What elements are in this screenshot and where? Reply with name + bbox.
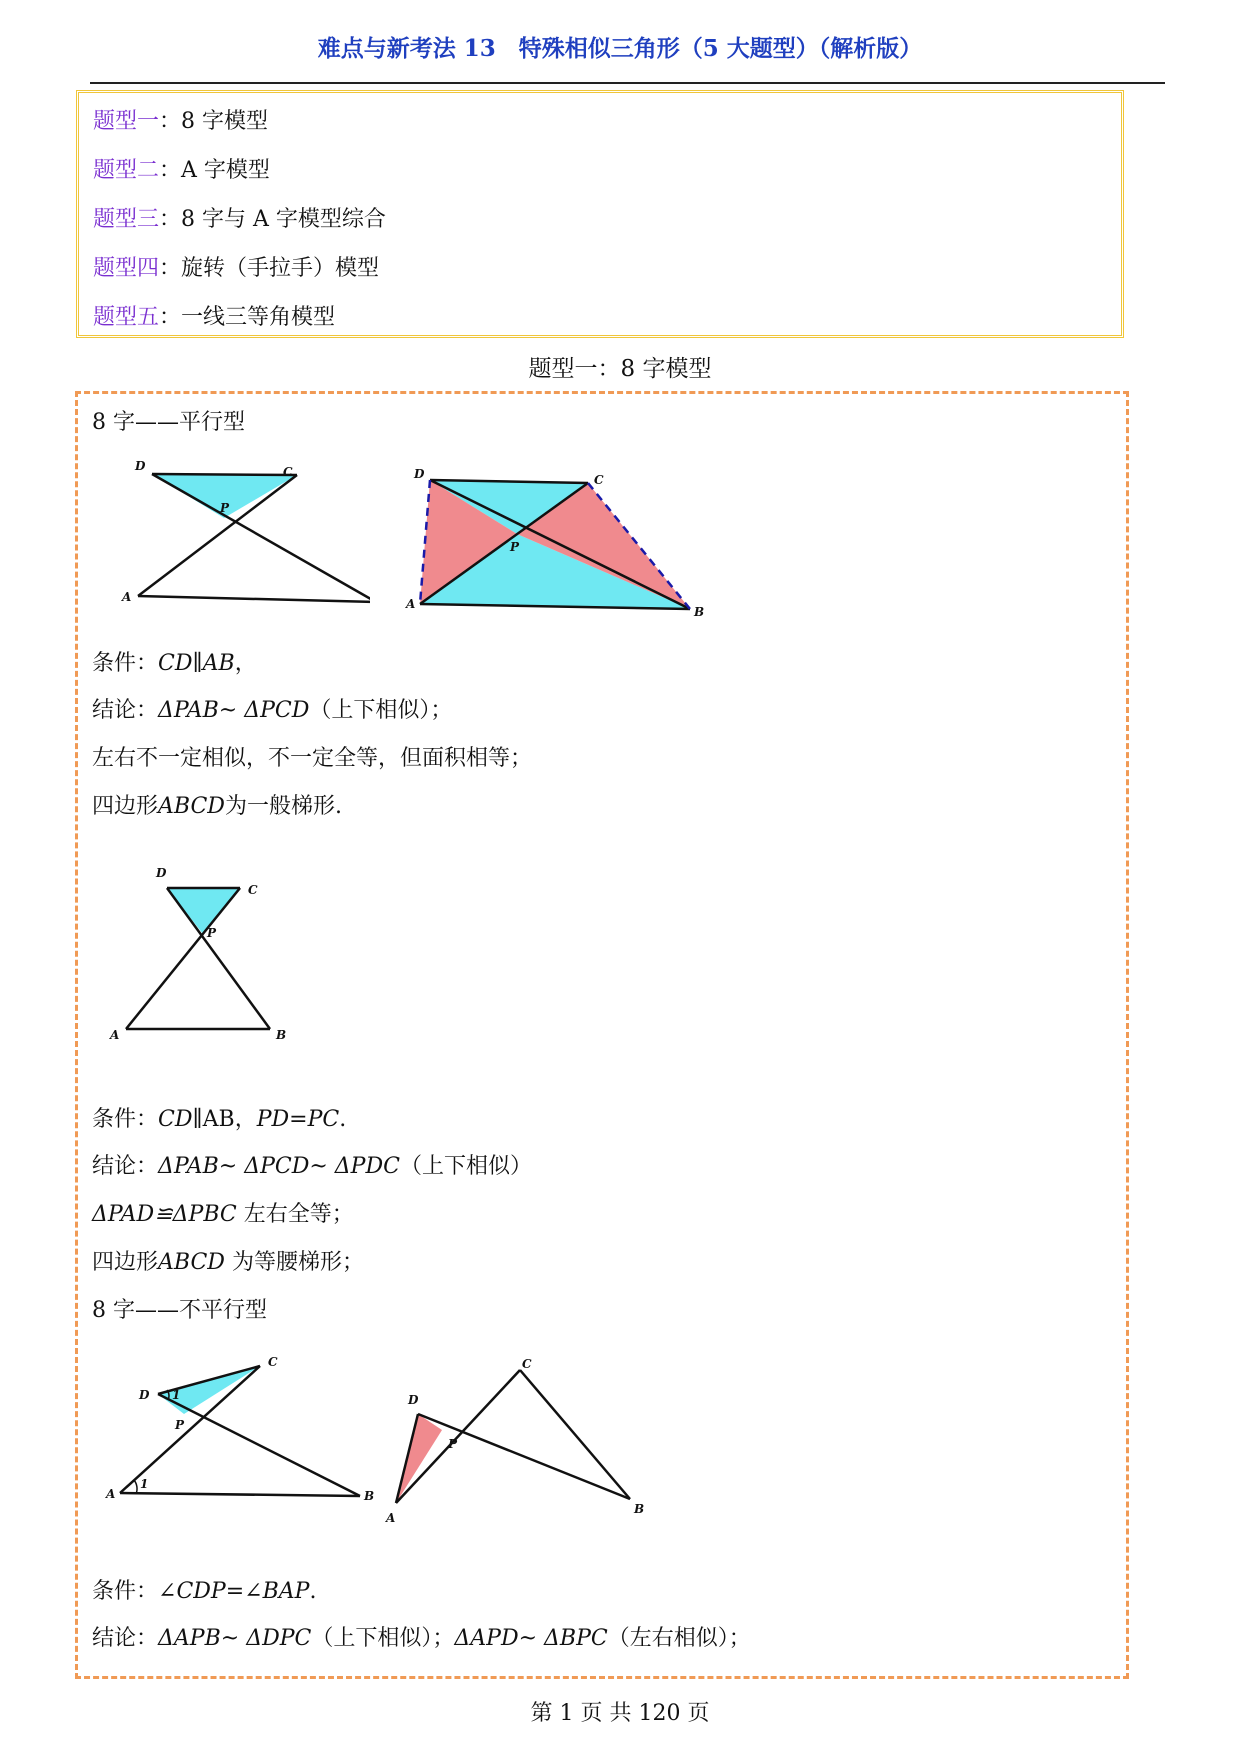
section-title: 题型一：8 字模型	[528, 356, 712, 382]
label-b: B	[364, 1489, 375, 1503]
label-p: P	[448, 1437, 458, 1451]
toc-item-4	[93, 246, 1107, 295]
conclusion-2: 结论：ΔPAB~ ΔPCD~ ΔPDC（上下相似）	[92, 1154, 532, 1179]
toc-sep: ：	[159, 207, 182, 232]
segment-ab	[138, 596, 376, 602]
segment-cb	[520, 1370, 630, 1499]
segment-db	[158, 1394, 360, 1496]
note-2: 四边形ABCD为一般梯形.	[92, 794, 342, 819]
label-p: P	[175, 1418, 185, 1432]
angle-arc-a	[134, 1480, 137, 1494]
toc-key: 题型三	[93, 207, 160, 232]
note-4: 四边形ABCD 为等腰梯形；	[92, 1250, 364, 1275]
toc-box	[76, 90, 1124, 338]
condition-3: 条件：∠CDP=∠BAP.	[92, 1579, 317, 1604]
toc-value: 8 字与 A 字模型综合	[181, 207, 386, 232]
label-a: A	[406, 597, 416, 611]
toc-key: 题型一	[93, 109, 160, 134]
conclusion-3: 结论：ΔAPB~ ΔDPC（上下相似）；ΔAPD~ ΔBPC（左右相似）；	[92, 1626, 751, 1651]
toc-sep: ：	[159, 158, 182, 183]
label-d: D	[414, 467, 425, 481]
label-p: P	[220, 501, 230, 515]
figure-parallel-general	[100, 456, 400, 616]
figure-nonparallel-right	[370, 1352, 730, 1532]
toc-sep: ：	[159, 305, 182, 330]
label-b: B	[634, 1502, 645, 1516]
conclusion-1: 结论：ΔPAB~ ΔPCD（上下相似）；	[92, 698, 453, 723]
note-3: ΔPAD≌ΔPBC 左右全等；	[92, 1202, 354, 1227]
label-d: D	[139, 1388, 150, 1402]
label-d: D	[156, 866, 167, 880]
condition-1: 条件：CD∥AB，	[92, 651, 257, 676]
toc-value: A 字模型	[181, 158, 270, 183]
toc-value: 8 字模型	[181, 109, 269, 134]
label-c: C	[268, 1355, 278, 1369]
label-angle-1: 1	[140, 1477, 149, 1491]
toc-item-1	[93, 99, 1107, 148]
label-angle-1: 1	[172, 1388, 181, 1402]
triangle-apd-fill	[396, 1414, 442, 1503]
label-a: A	[106, 1487, 116, 1501]
segment-db	[418, 1414, 630, 1499]
condition-2: 条件：CD∥AB，PD=PC.	[92, 1107, 347, 1132]
label-a: A	[122, 590, 132, 604]
segment-ab	[120, 1493, 360, 1496]
toc-key: 题型四	[93, 256, 160, 281]
label-b: B	[276, 1028, 287, 1042]
label-c: C	[248, 883, 258, 897]
toc-item-3	[93, 197, 1107, 246]
label-c: C	[594, 473, 604, 487]
label-p: P	[510, 540, 520, 554]
figure-nonparallel-left	[100, 1352, 400, 1532]
document-header: 难点与新考法 13 特殊相似三角形（5 大题型）（解析版）	[317, 35, 923, 62]
label-d: D	[408, 1393, 419, 1407]
page-footer: 第 1 页 共 120 页	[530, 1701, 710, 1726]
toc-value: 一线三等角模型	[181, 305, 336, 330]
toc-key: 题型二	[93, 158, 160, 183]
label-p: P	[207, 926, 217, 940]
toc-value: 旋转（手拉手）模型	[181, 256, 380, 281]
label-a: A	[386, 1511, 396, 1525]
figure-parallel-isosceles	[100, 857, 330, 1062]
label-d: D	[135, 459, 146, 473]
label-b: B	[694, 605, 705, 619]
toc-sep: ：	[159, 256, 182, 281]
label-c: C	[283, 465, 293, 479]
note-1: 左右不一定相似，不一定全等，但面积相等；	[92, 746, 533, 771]
content-box	[75, 391, 1129, 1679]
label-a: A	[110, 1028, 120, 1042]
heading-parallel: 8 字——平行型	[92, 410, 245, 435]
toc-sep: ：	[159, 109, 182, 134]
toc-item-5	[93, 295, 1107, 344]
figure-parallel-areas	[370, 456, 730, 621]
heading-nonparallel: 8 字——不平行型	[92, 1298, 267, 1323]
toc-key: 题型五	[93, 305, 160, 330]
toc-item-2	[93, 148, 1107, 197]
triangle-pcd-fill	[167, 888, 240, 934]
label-c: C	[522, 1357, 532, 1371]
segment-dc	[152, 474, 297, 475]
header-rule	[90, 82, 1165, 84]
